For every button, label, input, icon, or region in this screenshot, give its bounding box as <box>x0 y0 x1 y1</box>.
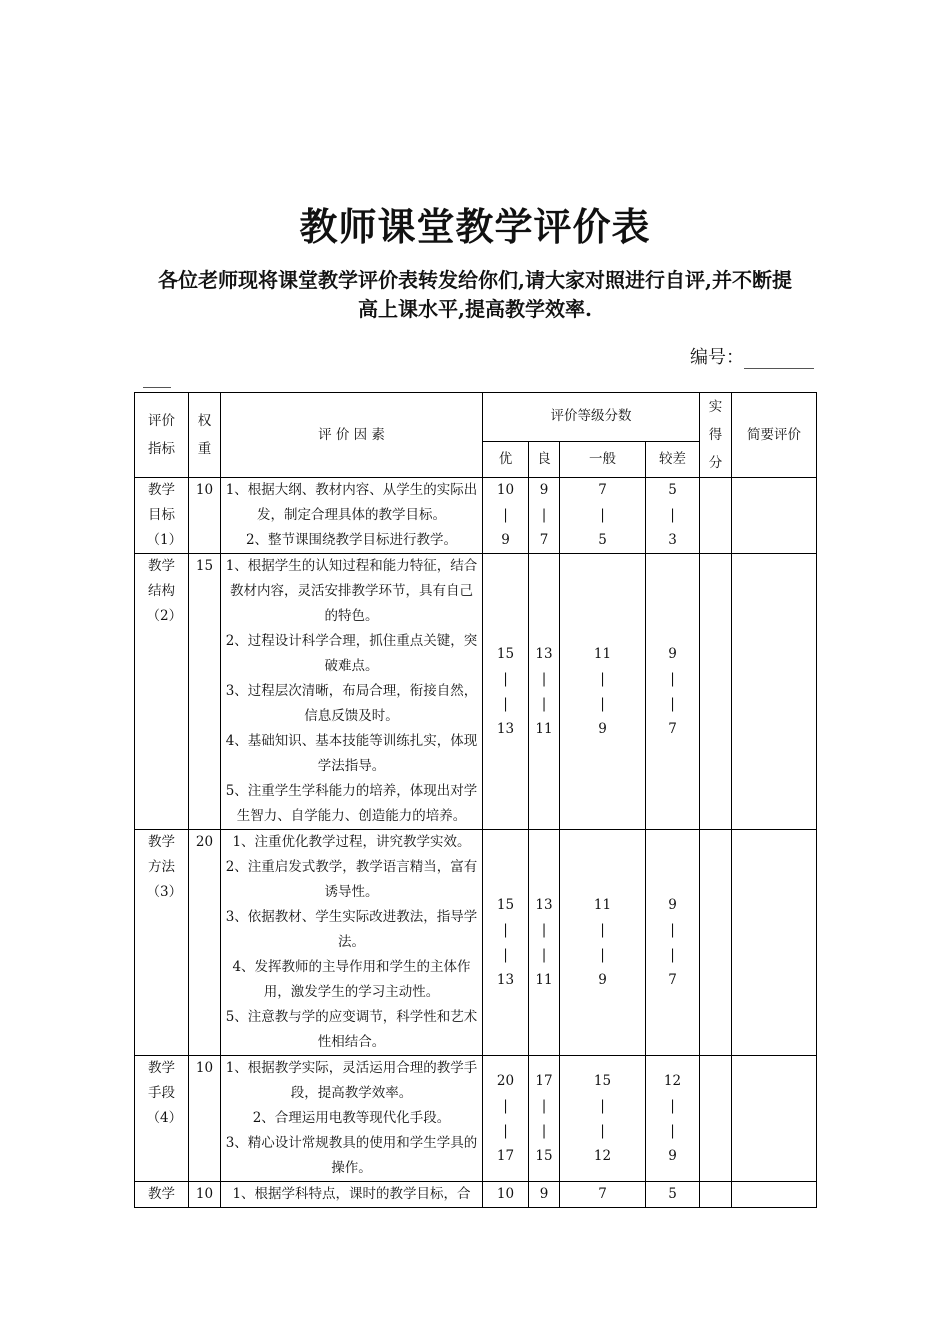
score-value: | <box>670 946 675 963</box>
score-value: 11 <box>535 971 553 988</box>
score-value: 13 <box>496 971 515 988</box>
score-value: | <box>541 1097 547 1114</box>
score-value: 7 <box>598 1186 607 1202</box>
score-value: 15 <box>496 896 515 913</box>
indicator-cell: 教学目标（1） <box>135 478 189 554</box>
score-value: 9 <box>668 1147 677 1164</box>
score-value: 9 <box>501 532 510 548</box>
score-value: | <box>541 670 547 687</box>
weight-cell: 10 <box>189 478 221 554</box>
score-value: 9 <box>539 1186 549 1202</box>
header-actual-score: 实得分 <box>700 393 732 478</box>
score-good-cell <box>529 554 560 830</box>
factor-item: 1、根据学科特点，课时的教学目标，合 <box>232 1186 471 1202</box>
score-value: | <box>503 670 508 687</box>
weight-cell: 10 <box>189 1056 221 1182</box>
serial-number-blank <box>744 350 814 369</box>
score-value: | <box>670 507 675 523</box>
score-value: | <box>541 1122 547 1139</box>
actual-score-cell[interactable] <box>700 554 732 830</box>
comment-cell[interactable] <box>732 830 817 1056</box>
score-poor-cell <box>646 1056 700 1182</box>
score-value: 11 <box>593 896 612 913</box>
score-value: | <box>670 921 675 938</box>
score-value: 17 <box>535 1072 553 1089</box>
factors-cell <box>221 1182 483 1208</box>
factor-item: 1、注重优化教学过程，讲究教学实效。 <box>232 834 471 850</box>
score-value: 15 <box>535 1147 553 1164</box>
score-value: 7 <box>598 482 607 498</box>
table-row <box>135 830 817 1056</box>
score-value: | <box>600 1122 605 1139</box>
table-row <box>135 478 817 554</box>
factors-cell <box>221 478 483 554</box>
score-value: 10 <box>496 482 515 498</box>
score-poor-cell <box>646 554 700 830</box>
score-value: 13 <box>535 645 553 662</box>
serial-number-label: 编号： <box>690 347 744 368</box>
weight-cell: 20 <box>189 830 221 1056</box>
weight-cell: 10 <box>189 1182 221 1208</box>
factor-item: 1、根据学生的认知过程和能力特征，结合教材内容，灵活安排教学环节，具有自己的特色。 <box>225 558 478 624</box>
score-average-cell <box>560 1056 646 1182</box>
comment-cell[interactable] <box>732 1056 817 1182</box>
score-good-cell <box>529 478 560 554</box>
score-excellent-cell <box>483 1056 529 1182</box>
actual-score-cell[interactable] <box>700 830 732 1056</box>
score-value: 12 <box>663 1072 682 1089</box>
score-value: | <box>600 670 605 687</box>
score-value: 10 <box>496 1186 515 1202</box>
score-value: | <box>600 946 605 963</box>
factor-item: 1、根据大纲、教材内容、从学生的实际出发，制定合理具体的教学目标。 <box>225 482 478 523</box>
header-indicator: 评价指标 <box>135 393 189 478</box>
score-value: | <box>600 921 605 938</box>
score-value: 9 <box>598 720 607 737</box>
score-good-cell <box>529 1056 560 1182</box>
comment-cell[interactable] <box>732 478 817 554</box>
score-value: 11 <box>535 720 553 737</box>
header-good: 良 <box>529 441 560 477</box>
comment-cell[interactable] <box>732 554 817 830</box>
factor-item: 5、注意教与学的应变调节，科学性和艺术性相结合。 <box>225 1009 478 1050</box>
factor-item: 4、发挥教师的主导作用和学生的主体作用，激发学生的学习主动性。 <box>232 959 471 1000</box>
score-value: | <box>541 507 547 523</box>
header-excellent: 优 <box>483 441 529 477</box>
score-excellent-cell <box>483 830 529 1056</box>
serial-number-blank-tail <box>143 387 171 388</box>
score-average-cell <box>560 478 646 554</box>
factors-cell <box>221 830 483 1056</box>
score-value: | <box>503 946 508 963</box>
score-value: 5 <box>668 482 677 498</box>
score-value: 7 <box>668 971 677 988</box>
factor-item: 4、基础知识、基本技能等训练扎实，体现学法指导。 <box>225 733 478 774</box>
factor-item: 2、整节课围绕教学目标进行教学。 <box>245 532 458 548</box>
score-value: 9 <box>598 971 607 988</box>
score-value: | <box>541 946 547 963</box>
table-row <box>135 554 817 830</box>
score-poor-cell <box>646 478 700 554</box>
table-row <box>135 1182 817 1208</box>
header-weight: 权重 <box>189 393 221 478</box>
score-value: 15 <box>593 1072 612 1089</box>
indicator-cell: 教学结构（2） <box>135 554 189 830</box>
score-value: 5 <box>598 532 607 548</box>
serial-number-field <box>690 343 814 369</box>
score-value: 5 <box>668 1186 677 1202</box>
score-value: 7 <box>668 720 677 737</box>
score-value: | <box>670 1097 675 1114</box>
actual-score-cell[interactable] <box>700 1056 732 1182</box>
header-average: 一般 <box>560 441 646 477</box>
factor-item: 3、依据教材、学生实际改进教法，指导学法。 <box>225 909 478 950</box>
score-poor-cell <box>646 830 700 1056</box>
score-excellent-cell <box>483 554 529 830</box>
score-value: | <box>670 1122 675 1139</box>
score-value: | <box>503 921 508 938</box>
score-value: 7 <box>539 532 549 548</box>
factor-item: 5、注重学生学科能力的培养，体现出对学生智力、自学能力、创造能力的培养。 <box>225 783 478 824</box>
factor-item: 1、根据教学实际，灵活运用合理的教学手段，提高教学效率。 <box>225 1060 478 1101</box>
factor-item: 2、合理运用电教等现代化手段。 <box>252 1110 451 1126</box>
score-value: 20 <box>496 1072 515 1089</box>
score-excellent-cell <box>483 478 529 554</box>
factors-cell <box>221 1056 483 1182</box>
intro-text: 各位老师现将课堂教学评价表转发给你们,请大家对照进行自评,并不断提高上课水平,提高教学效率. <box>158 268 792 321</box>
actual-score-cell[interactable] <box>700 1182 732 1208</box>
score-value: | <box>600 695 605 712</box>
score-good-cell <box>529 830 560 1056</box>
score-value: | <box>541 921 547 938</box>
factor-item: 3、过程层次清晰，布局合理，衔接自然，信息反馈及时。 <box>225 683 478 724</box>
factor-item: 3、精心设计常规教具的使用和学生学具的操作。 <box>225 1135 478 1176</box>
factors-cell <box>221 554 483 830</box>
header-grade-group: 评价等级分数 <box>483 393 700 442</box>
score-value: 9 <box>668 896 677 913</box>
score-value: | <box>670 695 675 712</box>
page-title: 教师课堂教学评价表 <box>299 204 651 249</box>
score-value: | <box>670 670 675 687</box>
score-excellent-cell <box>483 1182 529 1208</box>
header-factors: 评 价 因 素 <box>221 393 483 478</box>
score-value: 9 <box>668 645 677 662</box>
score-average-cell <box>560 554 646 830</box>
score-value: | <box>503 1122 508 1139</box>
score-value: | <box>541 695 547 712</box>
score-value: | <box>503 1097 508 1114</box>
score-value: 11 <box>593 645 612 662</box>
indicator-cell: 教学方法（3） <box>135 830 189 1056</box>
header-poor: 较差 <box>646 441 700 477</box>
score-value: 3 <box>668 532 677 548</box>
score-value: 13 <box>496 720 515 737</box>
comment-cell[interactable] <box>732 1182 817 1208</box>
actual-score-cell[interactable] <box>700 478 732 554</box>
table-row <box>135 1056 817 1182</box>
score-value: 15 <box>496 645 515 662</box>
factor-item: 2、注重启发式教学，教学语言精当，富有诱导性。 <box>225 859 478 900</box>
score-good-cell <box>529 1182 560 1208</box>
score-value: 9 <box>539 482 549 498</box>
score-value: | <box>503 507 508 523</box>
score-average-cell <box>560 830 646 1056</box>
score-value: 13 <box>535 896 553 913</box>
indicator-cell: 教学手段（4） <box>135 1056 189 1182</box>
score-value: 17 <box>496 1147 515 1164</box>
score-poor-cell <box>646 1182 700 1208</box>
score-value: 12 <box>593 1147 612 1164</box>
score-value: | <box>600 507 605 523</box>
indicator-cell: 教学 <box>135 1182 189 1208</box>
score-value: | <box>503 695 508 712</box>
factor-item: 2、过程设计科学合理，抓住重点关键，突破难点。 <box>225 633 478 674</box>
score-value: | <box>600 1097 605 1114</box>
header-comment: 简要评价 <box>732 393 817 478</box>
weight-cell: 15 <box>189 554 221 830</box>
evaluation-table <box>134 392 817 1208</box>
score-average-cell <box>560 1182 646 1208</box>
